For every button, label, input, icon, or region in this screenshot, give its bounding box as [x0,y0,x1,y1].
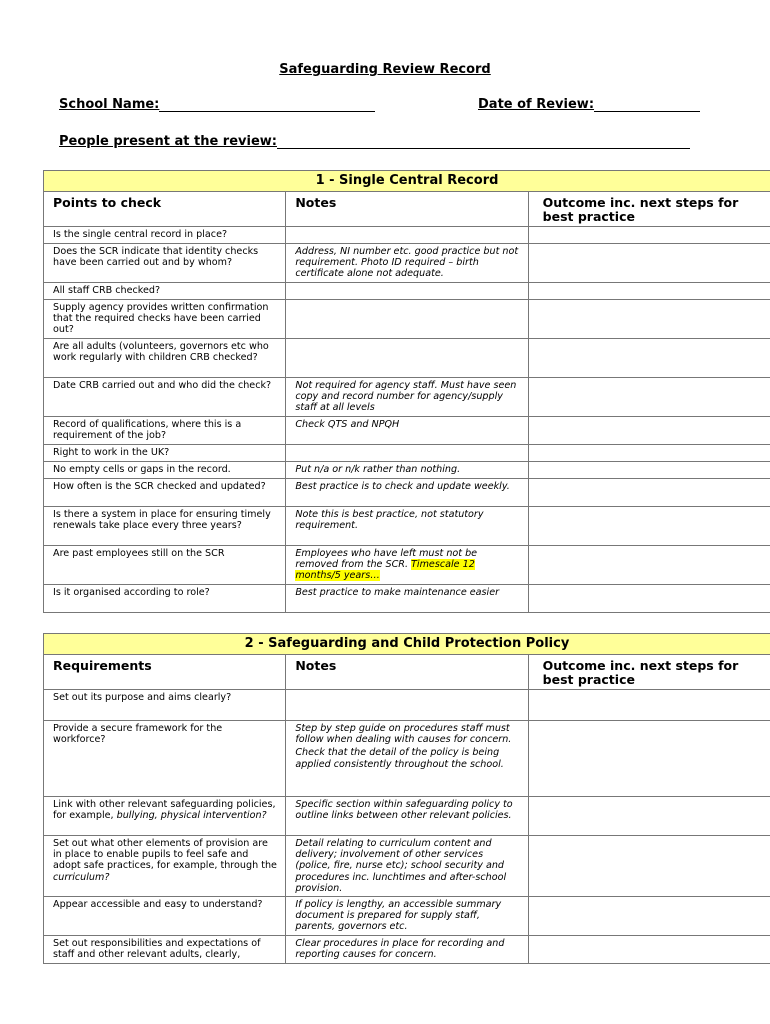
people-present-label: People present at the review: [59,134,277,149]
section2-heading: 2 - Safeguarding and Child Protection Policy [44,634,770,655]
col-outcome: Outcome inc. next steps for best practice [528,655,770,690]
note-cell: Note this is best practice, not statutory requirement. [286,507,528,546]
outcome-cell[interactable] [528,339,770,378]
outcome-cell[interactable] [528,227,770,244]
outcome-cell[interactable] [528,585,770,613]
col-notes: Notes [286,192,528,227]
note-paragraph: Step by step guide on procedures staff must follow when dealing with causes for concern. [295,723,512,746]
highlighted-note: Timescale 12 months/5 years… [295,559,475,582]
point-cell: Supply agency provides written confirmation that the required checks have been carried out? [44,300,286,339]
note-text: Employees who have left must not be removed from the SCR. [295,548,478,571]
point-cell: Are past employees still on the SCR [44,546,286,585]
outcome-cell[interactable] [528,721,770,797]
point-cell: Are all adults (volunteers, governors etc who work regularly with children CRB checked? [44,339,286,378]
people-present-field [59,134,690,149]
note-cell: Check QTS and NPQH [286,417,528,445]
note-cell: Best practice to make maintenance easier [286,585,528,613]
note-cell: Best practice is to check and update weekly. [286,479,528,507]
note-cell [286,721,528,797]
note-cell [286,227,528,244]
point-cell: Is the single central record in place? [44,227,286,244]
note-paragraph: Check that the detail of the policy is being applied consistently throughout the school. [295,747,504,770]
requirement-cell: Appear accessible and easy to understand? [44,897,286,936]
note-cell: Put n/a or n/k rather than nothing. [286,462,528,479]
note-cell: Clear procedures in place for recording and reporting causes for concern. [286,936,528,964]
outcome-cell[interactable] [528,445,770,462]
note-cell: Detail relating to curriculum content and delivery; involvement of other services (police, fire, nurse etc); school security and procedures inc. lunchtimes and after-school provision. [286,836,528,897]
safeguarding-policy-table [43,633,770,964]
outcome-cell[interactable] [528,300,770,339]
point-cell: Is it organised according to role? [44,585,286,613]
requirement-emphasis: curriculum? [53,871,110,883]
requirement-cell [44,797,286,836]
note-cell [286,690,528,721]
point-cell: Does the SCR indicate that identity checks have been carried out and by whom? [44,244,286,283]
outcome-cell[interactable] [528,936,770,964]
date-of-review-label: Date of Review: [478,97,595,112]
requirement-cell [44,836,286,897]
requirement-text: Set out what other elements of provision are in place to enable pupils to feel safe and adopt safe practices, for example, through the [53,838,277,872]
single-central-record-table [43,170,770,613]
section1-heading: 1 - Single Central Record [44,171,770,192]
date-of-review-line[interactable] [594,97,700,112]
outcome-cell[interactable] [528,546,770,585]
outcome-cell[interactable] [528,836,770,897]
point-cell: All staff CRB checked? [44,283,286,300]
note-cell: If policy is lengthy, an accessible summary document is prepared for supply staff, parents, governors etc. [286,897,528,936]
outcome-cell[interactable] [528,283,770,300]
point-cell: Record of qualifications, where this is a requirement of the job? [44,417,286,445]
people-present-line[interactable] [277,134,690,149]
document-title: Safeguarding Review Record [279,62,491,77]
point-cell: How often is the SCR checked and updated? [44,479,286,507]
note-cell: Specific section within safeguarding policy to outline links between other relevant policies. [286,797,528,836]
col-points-to-check: Points to check [44,192,286,227]
point-cell: Is there a system in place for ensuring timely renewals take place every three years? [44,507,286,546]
note-cell: Not required for agency staff. Must have seen copy and record number for agency/supply staff at all levels [286,378,528,417]
point-cell: Right to work in the UK? [44,445,286,462]
note-cell [286,300,528,339]
outcome-cell[interactable] [528,479,770,507]
point-cell: Date CRB carried out and who did the check? [44,378,286,417]
outcome-cell[interactable] [528,897,770,936]
outcome-cell[interactable] [528,507,770,546]
col-outcome: Outcome inc. next steps for best practice [528,192,770,227]
outcome-cell[interactable] [528,378,770,417]
col-notes: Notes [286,655,528,690]
note-cell [286,546,528,585]
note-cell [286,445,528,462]
note-cell: Address, NI number etc. good practice but not requirement. Photo ID required – birth certificate alone not adequate. [286,244,528,283]
note-cell [286,339,528,378]
outcome-cell[interactable] [528,690,770,721]
outcome-cell[interactable] [528,244,770,283]
requirement-cell: Provide a secure framework for the workforce? [44,721,286,797]
outcome-cell[interactable] [528,417,770,445]
date-of-review-field [478,97,700,112]
school-name-line[interactable] [159,97,375,112]
point-cell: No empty cells or gaps in the record. [44,462,286,479]
school-name-label: School Name: [59,97,160,112]
requirement-cell: Set out responsibilities and expectations of staff and other relevant adults, clearly, [44,936,286,964]
requirement-text: Link with other relevant safeguarding policies, for example, [53,799,276,822]
note-cell [286,283,528,300]
school-name-field [59,97,375,112]
outcome-cell[interactable] [528,797,770,836]
col-requirements: Requirements [44,655,286,690]
outcome-cell[interactable] [528,462,770,479]
requirement-emphasis: bullying, physical intervention? [116,810,267,822]
requirement-cell: Set out its purpose and aims clearly? [44,690,286,721]
